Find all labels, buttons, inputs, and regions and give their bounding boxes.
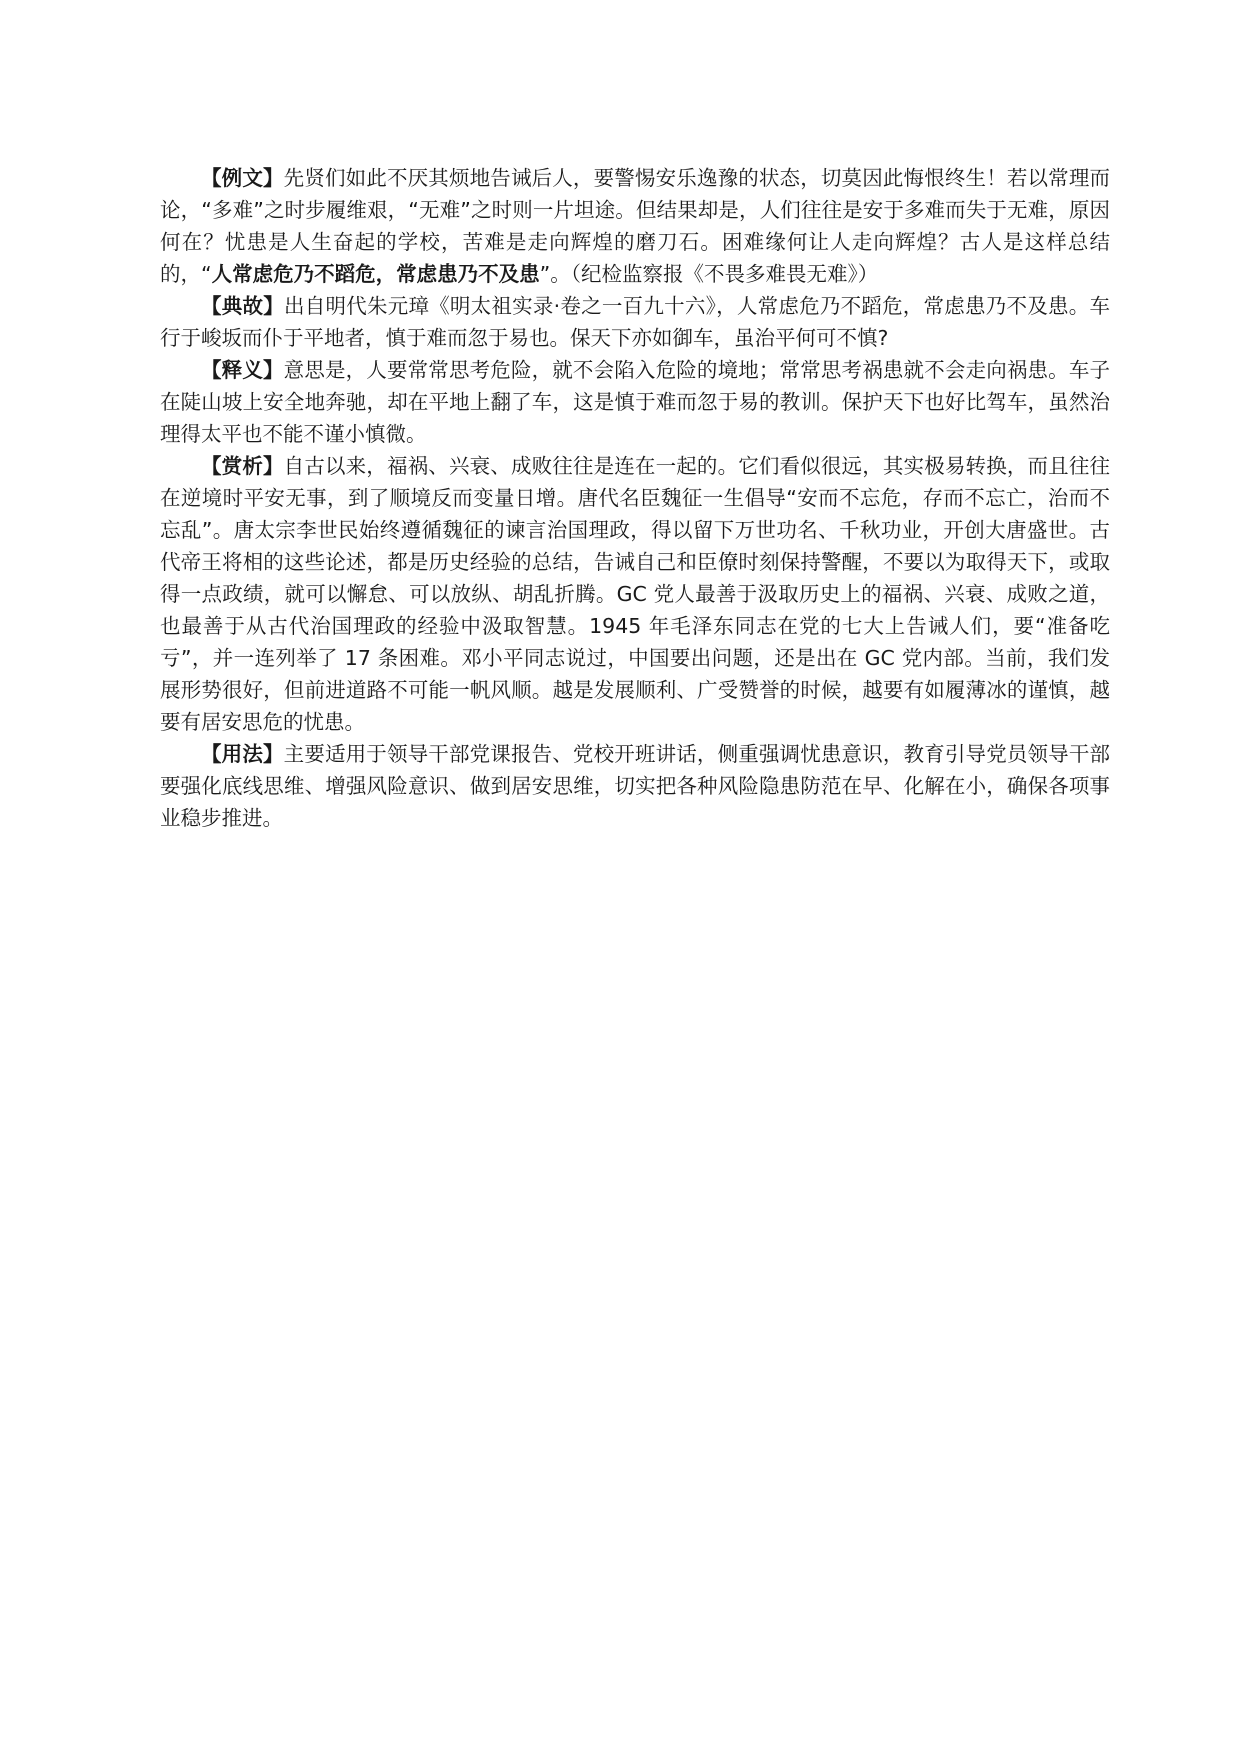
usage-text: 主要适用于领导干部党课报告、党校开班讲话，侧重强调忧患意识，教育引导党员领导干部要强化底线思维、增强风险意识、做到居安思维，切实把各种风险隐患防范在早、化解在小，确保各项事业稳步推进。 [160,742,1111,830]
example-quote: 人常虑危乃不蹈危，常虑患乃不及患 [211,262,540,286]
analysis-text: 自古以来，福祸、兴衰、成败往往是连在一起的。它们看似很远，其实极易转换，而且往往在逆境时平安无事，到了顺境反而变量日增。唐代名臣魏征一生倡导“安而不忘危，存而不忘亡，治而不忘乱”。唐太宗李世民始终遵循魏征的谏言治国理政，得以留下万世功名、千秋功业，开创大唐盛世。古代帝王将相的这些论述，都是历史经验的总结，告诫自己和臣僚时刻保持警醒，不要以为取得天下，或取得一点政绩，就可以懈怠、可以放纵、胡乱折腾。GC 党人最善于汲取历史上的福祸、兴衰、成败之道，也最善于从古代治国理政的经验中汲取智慧。1945 年毛泽东同志在党的七大上告诫人们，要“准备吃亏”，并一连列举了 17 条困难。邓小平同志说过，中国要出问题，还是出在 GC 党内部。当前，我们发展形势很好，但前进道路不可能一帆风顺。越是发展顺利、广受赞誉的时候，越要有如履薄冰的谨慎，越要有居安思危的忧患。 [160,454,1111,734]
meaning-text: 意思是，人要常常思考危险，就不会陷入危险的境地；常常思考祸患就不会走向祸患。车子在陡山坡上安全地奔驰，却在平地上翻了车，这是慎于难而忽于易的教训。保护天下也好比驾车，虽然治理得太平也不能不谨小慎微。 [160,358,1111,446]
section-tag-usage: 【用法】 [201,742,284,766]
paragraph-example [160,162,1110,290]
example-text-before: 先贤们如此不厌其烦地告诫后人，要警惕安乐逸豫的状态，切莫因此悔恨终生！若以常理而论，“多难”之时步履维艰，“无难”之时则一片坦途。但结果却是，人们往往是安于多难而失于无难，原因何在？忧患是人生奋起的学校，苦难是走向辉煌的磨刀石。困难缘何让人走向辉煌？古人是这样总结的，“ [160,166,1111,286]
section-tag-allusion: 【典故】 [201,294,284,318]
paragraph-allusion [160,290,1110,354]
paragraph-analysis [160,450,1110,738]
section-tag-example: 【例文】 [201,166,284,190]
example-text-after: ”。（纪检监察报《不畏多难畏无难》） [539,262,879,286]
paragraph-meaning [160,354,1110,450]
allusion-text: 出自明代朱元璋《明太祖实录·卷之一百九十六》，人常虑危乃不蹈危，常虑患乃不及患。车行于峻坂而仆于平地者，慎于难而忽于易也。保天下亦如御车，虽治平何可不慎? [160,294,1111,350]
section-tag-meaning: 【释义】 [201,358,284,382]
document-body [160,162,1110,834]
section-tag-analysis: 【赏析】 [201,454,284,478]
paragraph-usage [160,738,1110,834]
